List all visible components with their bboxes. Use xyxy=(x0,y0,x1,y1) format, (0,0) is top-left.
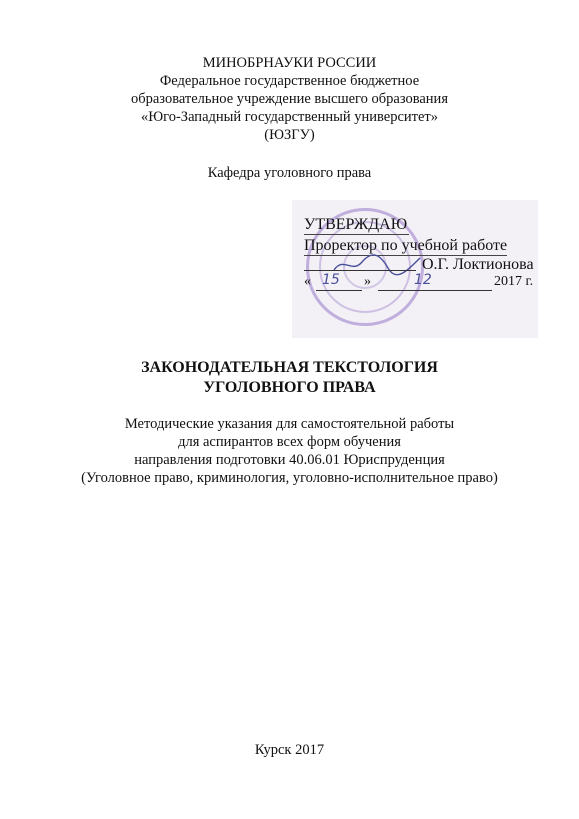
city-year: Курск 2017 xyxy=(254,742,325,758)
date-day: 15 xyxy=(322,272,340,288)
date-month: 12 xyxy=(414,272,432,288)
approval-stamp xyxy=(292,200,538,338)
title-line-1: ЗАКОНОДАТЕЛЬНАЯ ТЕКСТОЛОГИЯ xyxy=(141,359,438,376)
title-line-2: УГОЛОВНОГО ПРАВА xyxy=(203,379,376,396)
document-footer xyxy=(0,741,579,759)
description-line-3: направления подготовки 40.06.01 Юриспруденция xyxy=(134,452,445,468)
description-line-1: Методические указания для самостоятельной работы xyxy=(124,416,455,432)
approval-heading: УТВЕРЖДАЮ xyxy=(304,216,408,233)
university-name-line: «Юго-Западный государственный университет» xyxy=(140,109,439,125)
date-quote-close: » xyxy=(364,274,371,289)
date-year: 2017 г. xyxy=(494,274,534,289)
date-quote-open: « xyxy=(304,274,311,289)
department-line: Кафедра уголовного права xyxy=(207,165,372,181)
institution-type-line: Федеральное государственное бюджетное xyxy=(159,73,420,89)
ministry-line: МИНОБРНАУКИ РОССИИ xyxy=(202,55,377,71)
approver-role: Проректор по учебной работе xyxy=(304,237,508,254)
approver-name: О.Г. Локтионова xyxy=(422,256,534,273)
institution-education-line: образовательное учреждение высшего образования xyxy=(130,91,448,107)
institution-header xyxy=(0,54,579,144)
day-underline xyxy=(316,290,362,291)
university-abbr-line: (ЮЗГУ) xyxy=(264,127,315,143)
signature-line xyxy=(304,270,416,271)
handwritten-signature xyxy=(332,252,422,276)
month-underline xyxy=(378,290,492,291)
description-line-2: для аспирантов всех форм обучения xyxy=(178,434,401,450)
document-title xyxy=(0,358,579,398)
description-line-4: (Уголовное право, криминология, уголовно-исполнительное право) xyxy=(81,470,498,486)
document-description xyxy=(0,415,579,487)
